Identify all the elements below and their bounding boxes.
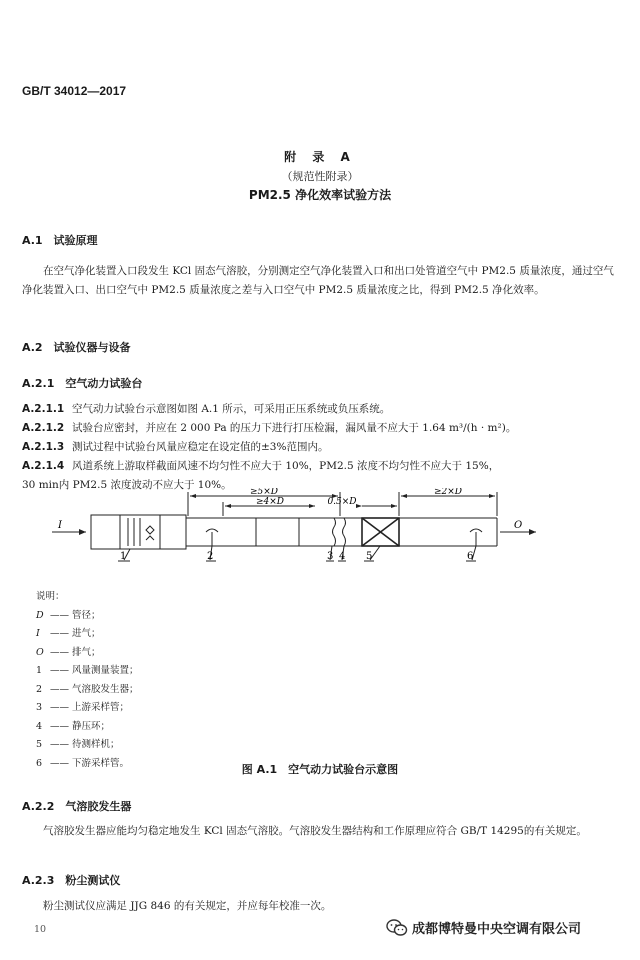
legend-text: —— 待测样机； xyxy=(50,739,120,750)
clause-a212 xyxy=(22,419,516,438)
legend-title: 说明： xyxy=(36,591,65,602)
heading-a23: A.2.3 粉尘测试仪 xyxy=(22,874,121,887)
legend-text: —— 风量测量装置； xyxy=(50,665,139,676)
clause-text: 风道系统上游取样截面风速不均匀性不应大于 10%，PM2.5 浓度不均匀性不应大于 15%， xyxy=(72,460,500,472)
legend-key: 3 xyxy=(36,702,43,713)
legend-text: —— 上游采样管； xyxy=(50,702,130,713)
dim-4d: ≥4×D xyxy=(255,497,285,507)
clause-number: A.2.1.3 xyxy=(22,441,65,453)
label-3: 3 xyxy=(327,551,334,562)
appendix-subtitle: （规范性附录） xyxy=(281,170,359,183)
legend-text: —— 气溶胶发生器； xyxy=(50,683,139,695)
figure-legend xyxy=(36,588,139,773)
heading-a1: A.1 试验原理 xyxy=(22,234,98,247)
appendix-title: 附 录 A xyxy=(284,150,356,164)
legend-key: I xyxy=(36,628,40,639)
watermark-text: 成都博特曼中央空调有限公司 xyxy=(412,922,582,937)
legend-text: —— 静压环； xyxy=(50,720,111,732)
label-4: 4 xyxy=(339,551,346,562)
legend-key: 6 xyxy=(36,757,43,769)
label-6: 6 xyxy=(467,551,474,562)
clause-number: A.2.1.4 xyxy=(22,460,65,472)
paragraph-a1: 在空气净化装置入口段发生 KCl 固态气溶胶，分别测定空气净化装置入口和出口处管道空气中 PM2.5 质量浓度，通过空气净化装置入口、出口空气中 PM2.5 质量浓度之差与入口空气中 PM2.5 质量浓度之比，得到 PM2.5 净化效率。 xyxy=(22,265,614,296)
clause-a214 xyxy=(22,457,499,476)
clause-text: 空气动力试验台示意图如图 A.1 所示，可采用正压系统或负压系统。 xyxy=(72,403,391,415)
clause-text: 试验台应密封，并应在 2 000 Pa 的压力下进行打压检漏，漏风量不应大于 1.64 m³/(h · m²)。 xyxy=(72,422,517,434)
legend-item xyxy=(36,607,139,626)
clause-a213 xyxy=(22,438,328,457)
dim-5d: ≥5×D xyxy=(249,488,279,497)
label-2: 2 xyxy=(207,551,214,562)
clause-number: A.2.1.1 xyxy=(22,403,65,415)
legend-key: 1 xyxy=(36,665,43,676)
legend-item xyxy=(36,681,139,700)
heading-a22: A.2.2 气溶胶发生器 xyxy=(22,800,132,813)
legend-key: 5 xyxy=(36,739,43,750)
legend-key: D xyxy=(36,609,44,621)
dim-2d: ≥2×D xyxy=(433,488,463,497)
outlet-label: O xyxy=(514,520,523,531)
wechat-icon xyxy=(386,919,408,937)
appendix-name: PM2.5 净化效率试验方法 xyxy=(248,188,392,202)
legend-key: 2 xyxy=(36,683,43,695)
clause-a214-continued: 30 min内 PM2.5 浓度波动不应大于 10%。 xyxy=(22,479,232,491)
legend-item xyxy=(36,662,139,681)
label-5: 5 xyxy=(366,551,373,562)
test-rig-diagram xyxy=(0,488,640,578)
clause-a211 xyxy=(22,400,390,419)
dim-05d: 0.5×D xyxy=(327,497,357,507)
paragraph-a23: 粉尘测试仪应满足 JJG 846 的有关规定，并应每年校准一次。 xyxy=(43,900,332,912)
legend-key: O xyxy=(36,646,44,658)
figure-caption: 图 A.1 空气动力试验台示意图 xyxy=(241,763,399,776)
clause-number: A.2.1.2 xyxy=(22,422,65,434)
heading-a2: A.2 试验仪器与设备 xyxy=(22,341,131,354)
paragraph-a22: 气溶胶发生器应能均匀稳定地发生 KCl 固态气溶胶。气溶胶发生器结构和工作原理应符合 GB/T 14295的有关规定。 xyxy=(43,825,587,837)
legend-text: —— 排气； xyxy=(50,646,101,658)
legend-key: 4 xyxy=(36,720,43,732)
label-1: 1 xyxy=(120,551,127,562)
legend-item xyxy=(36,644,139,663)
page-number: 10 xyxy=(34,924,47,935)
legend-text: —— 管径； xyxy=(50,609,101,621)
legend-text: —— 进气； xyxy=(50,628,101,639)
standard-number: GB/T 34012—2017 xyxy=(22,84,127,98)
legend-item xyxy=(36,736,139,755)
legend-item xyxy=(36,718,139,737)
inlet-label: I xyxy=(58,520,62,531)
legend-item xyxy=(36,699,139,718)
legend-text: —— 下游采样管。 xyxy=(50,757,130,769)
heading-a21: A.2.1 空气动力试验台 xyxy=(22,377,143,390)
clause-text: 测试过程中试验台风量应稳定在设定值的±3%范围内。 xyxy=(72,441,329,453)
legend-item xyxy=(36,625,139,644)
watermark xyxy=(386,918,581,937)
